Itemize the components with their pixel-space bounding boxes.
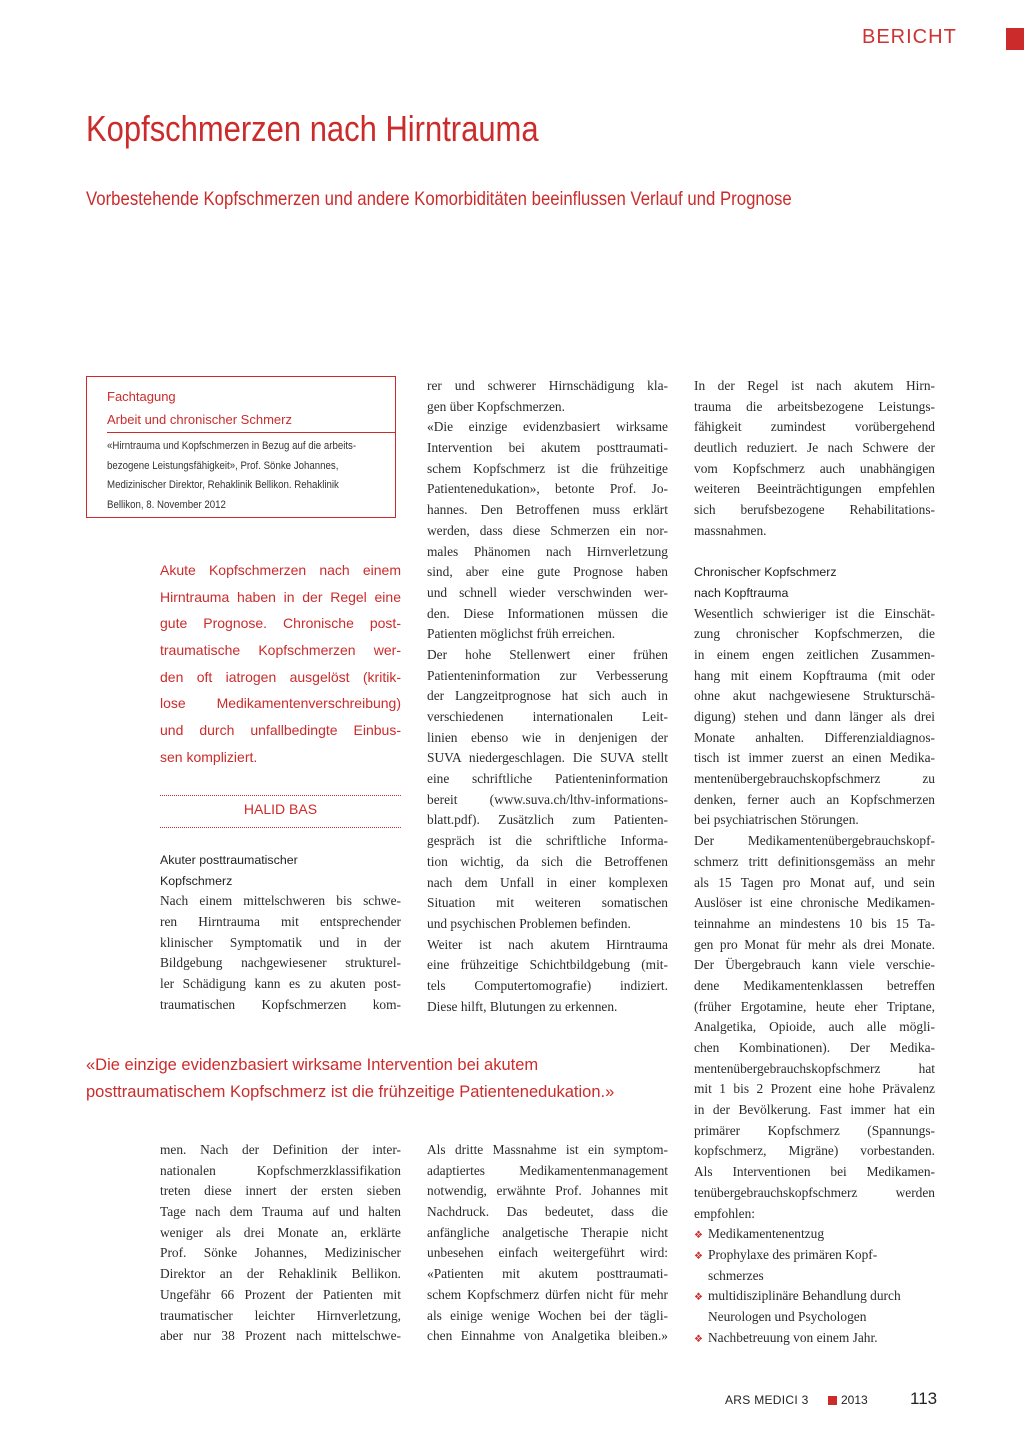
text-line: schem Kopfschmerz ist die frühzeitige — [427, 460, 668, 476]
text-line: traumatischen Kopfschmerzen kom- — [160, 996, 401, 1012]
text-line: und psychischen Problemen befinden. — [427, 915, 631, 931]
info-box-line: «Hirntrauma und Kopfschmerzen in Bezug auf die arbeits- — [107, 440, 357, 452]
lead-line: traumatische Kopfschmerzen wer- — [160, 642, 401, 659]
text-line: den. Diese Informationen müssen die — [427, 605, 668, 621]
bullet-icon: ❖ — [694, 1250, 703, 1262]
text-line: deutlich reduziert. Je nach Schwere der — [694, 440, 935, 456]
text-line: fähigkeit zumindest vorübergehend — [694, 419, 935, 435]
lead-line: Akute Kopfschmerzen nach einem — [160, 562, 401, 578]
text-line: linien ebenso wie in denjenigen der — [427, 729, 668, 745]
text-line: schem Kopfschmerz dürfen nicht für mehr — [427, 1286, 668, 1302]
text-line: chen Einnahme von Analgetika bleiben.» — [427, 1328, 668, 1344]
text-line: werden, dass diese Schmerzen ein nor- — [427, 522, 668, 538]
text-line: hang mit einem Kopftrauma (mit oder — [694, 667, 935, 683]
text-line: tenübergebrauchskopfschmerz werden — [694, 1184, 935, 1200]
text-line: mentenübergebrauchskopfschmerz hat — [694, 1060, 935, 1076]
text-line: sich berufsbezogene Rehabilitations- — [694, 502, 935, 518]
text-line: men. Nach der Definition der inter- — [160, 1142, 401, 1157]
section-heading: Chronischer Kopfschmerz — [694, 565, 837, 580]
text-line: Diese hilft, Blutungen zu erkennen. — [427, 998, 618, 1014]
bullet-icon: ❖ — [694, 1292, 703, 1304]
text-line: nationalen Kopfschmerzklassifikation — [160, 1162, 401, 1178]
text-line: in einem engen zeitlichen Zusammen- — [694, 646, 935, 662]
text-line: Auslöser ist eine chronische Medikamen- — [694, 895, 935, 911]
column-2-upper — [427, 376, 668, 1017]
text-line: eine schriftliche Patienteninformation — [427, 771, 668, 787]
text-line: gen pro Monat für mehr als drei Monate. — [694, 936, 935, 952]
text-line: primärer Kopfschmerz (Spannungs- — [694, 1122, 935, 1138]
text-line: digung) stehen und dann länger als drei — [694, 709, 935, 724]
text-line: eine frühzeitige Schichtbildgebung (mit- — [427, 957, 668, 973]
list-item — [694, 1328, 935, 1349]
text-line: Der hohe Stellenwert einer frühen — [427, 646, 668, 662]
pull-quote — [86, 1052, 726, 1106]
section-marker — [1006, 28, 1024, 50]
text-line: «Die einzige evidenzbasiert wirksame — [427, 419, 668, 435]
text-line: Nachdruck. Das bedeutet, dass die — [427, 1204, 668, 1220]
article-title: Kopfschmerzen nach Hirntrauma — [86, 108, 539, 149]
lead-line: Hirntrauma haben in der Regel eine — [160, 588, 401, 605]
section-heading: Akuter posttraumatischer — [160, 853, 298, 867]
text-line: Tage nach dem Trauma auf und halten — [160, 1204, 401, 1220]
text-line: mit 1 bis 2 Prozent eine hohe Prävalenz — [694, 1081, 935, 1097]
text-line: Nach einem mittelschweren bis schwe- — [160, 893, 401, 909]
page-number: 113 — [910, 1389, 938, 1408]
text-line: als einige wenige Wochen bei der tägli- — [427, 1307, 668, 1323]
text-line: mentenübergebrauchskopfschmerz zu — [694, 771, 935, 787]
info-box-body — [107, 437, 362, 515]
text-line: gespräch ist die schriftliche Informa- — [427, 833, 668, 849]
list-item — [694, 1286, 935, 1307]
text-line: males Phänomen nach Hirnverletzung — [427, 543, 668, 559]
bullet-icon: ❖ — [694, 1230, 703, 1242]
author-divider-bottom — [160, 827, 401, 828]
text-line: nach dem Unfall in einer komplexen — [427, 874, 668, 890]
text-line: empfohlen: — [694, 1205, 755, 1221]
list-item-text: Neurologen und Psychologen — [708, 1308, 867, 1324]
text-line: als 15 Tagen pro Monat auf, und sein — [694, 874, 935, 890]
text-line: Intervention bei akutem posttraumati- — [427, 440, 668, 456]
info-box-divider — [107, 432, 395, 433]
info-box-line: Bellikon, 8. November 2012 — [107, 498, 226, 511]
text-line: und schnell wieder verschwinden wer- — [427, 584, 668, 600]
text-line: hannes. Den Betroffenen muss erklärt — [427, 502, 668, 518]
text-line: schmerz tritt definitionsgemäss an mehr — [694, 853, 935, 869]
text-line: klinischer Symptomatik und in der — [160, 934, 401, 950]
text-line: In der Regel ist nach akutem Hirn- — [694, 378, 935, 393]
text-line: treten diese innert der ersten sieben — [160, 1183, 401, 1199]
list-item-text: schmerzes — [708, 1267, 764, 1283]
text-line: denken, ferner auch an Kopfschmerzen — [694, 791, 935, 807]
text-line: massnahmen. — [694, 522, 767, 538]
text-line: Weiter ist nach akutem Hirntrauma — [427, 936, 668, 952]
conference-info-box — [86, 376, 396, 518]
author-divider-top — [160, 795, 401, 796]
text-line: notwendig, erwähnte Prof. Johannes mit — [427, 1183, 668, 1199]
text-line: traumatischer leichter Hirnverletzung, — [160, 1307, 401, 1323]
text-line: Patienten möglichst früh erreichen. — [427, 626, 616, 642]
list-item — [694, 1224, 935, 1245]
text-line: unbesehen einfach weitergeführt wird: — [427, 1245, 668, 1261]
text-line: ohne akut nachgewiesene Strukturschä- — [694, 688, 935, 704]
text-line: Direktor an der Rehaklinik Bellikon. — [160, 1266, 401, 1282]
text-line: Bildgebung nachgewiesener strukturel- — [160, 955, 401, 971]
text-line: Situation mit weiteren somatischen — [427, 895, 668, 911]
text-line: SUVA niedergeschlagen. Die SUVA stellt — [427, 750, 668, 766]
section-heading: nach Kopftrauma — [694, 585, 789, 600]
text-line: rer und schwerer Hirnschädigung kla- — [427, 378, 668, 393]
text-line: Als dritte Massnahme ist ein symptom- — [427, 1142, 668, 1157]
text-line: sind, aber eine gute Prognose haben — [427, 564, 668, 580]
text-line: gen über Kopfschmerzen. — [427, 398, 565, 414]
list-item-continuation — [694, 1266, 935, 1287]
text-line: weniger als drei Monate an, erklärte — [160, 1224, 401, 1240]
text-line: tels Computertomografie) indiziert. — [427, 977, 668, 993]
text-line: adaptiertes Medikamentenmanagement — [427, 1162, 668, 1178]
text-line: Analgetika, Opioide, auch alle mögli- — [694, 1019, 935, 1035]
lead-line: und durch unfallbedingte Einbus- — [160, 722, 401, 739]
bullet-icon: ❖ — [694, 1333, 703, 1345]
column-1-upper — [160, 850, 401, 1016]
text-line: Als Interventionen bei Medikamen- — [694, 1164, 935, 1180]
text-line: verschiedenen internationalen Leit- — [427, 709, 668, 724]
text-line: trauma die arbeitsbezogene Leistungs- — [694, 398, 935, 414]
column-2-lower — [427, 1140, 668, 1347]
text-line: aber nur 38 Prozent nach mittelschwe- — [160, 1328, 401, 1344]
lead-line: den oft iatrogen ausgelöst (kritik- — [160, 668, 401, 685]
column-1-lower — [160, 1140, 401, 1347]
text-line: Monate anhalten. Differenzialdiagnos- — [694, 729, 935, 745]
text-line: bereit (www.suva.ch/lthv-informations- — [427, 791, 668, 807]
list-item-text: Nachbetreuung von einem Jahr. — [708, 1329, 878, 1345]
text-line: in der Bevölkerung. Fast immer hat ein — [694, 1102, 935, 1118]
text-line: tion wichtig, da sich die Betroffenen — [427, 853, 668, 869]
text-line: Prof. Sönke Johannes, Medizinischer — [160, 1245, 401, 1261]
article-subtitle: Vorbestehende Kopfschmerzen und andere Komorbiditäten beeinflussen Verlauf und Prognose — [86, 188, 792, 210]
text-line: der Langzeitprognose hat sich auch in — [427, 688, 668, 704]
text-line: Der Übergebrauch kann viele verschie- — [694, 957, 935, 973]
author-name: HALID BAS — [243, 801, 318, 817]
footer-marker — [828, 1396, 837, 1405]
lead-line: sen kompliziert. — [160, 748, 258, 765]
text-line: anfängliche analgetische Therapie nicht — [427, 1224, 668, 1240]
info-box-subtitle: Arbeit und chronischer Schmerz — [107, 412, 292, 427]
journal-name: ARS MEDICI 3 — [725, 1393, 809, 1407]
lead-line: gute Prognose. Chronische post- — [160, 615, 401, 632]
list-item-continuation — [694, 1307, 935, 1328]
text-line: ren Hirntrauma mit entsprechender — [160, 914, 401, 930]
section-label: BERICHT — [862, 26, 957, 48]
text-line: chen Kombinationen). Der Medika- — [694, 1040, 935, 1055]
text-line: vom Kopfschmerz auch unabhängigen — [694, 460, 935, 476]
column-3 — [694, 376, 935, 1348]
info-box-title: Fachtagung — [107, 389, 176, 404]
text-line: Der Medikamentenübergebrauchskopf- — [694, 833, 935, 849]
text-line: weiteren Beeinträchtigungen empfehlen — [694, 481, 935, 497]
pull-quote-line: posttraumatischem Kopfschmerz ist die frühzeitige Patientenedukation.» — [86, 1083, 615, 1101]
pull-quote-line: «Die einzige evidenzbasiert wirksame Intervention bei akutem — [86, 1056, 539, 1074]
text-line: Wesentlich schwieriger ist die Einschät- — [694, 605, 935, 621]
text-line: kopfschmerz, Migräne) vorbestanden. — [694, 1143, 935, 1159]
text-line: teinnahme an mindestens 10 bis 15 Ta- — [694, 915, 935, 931]
text-line: Patienteninformation zur Verbesserung — [427, 667, 668, 683]
text-line: «Patienten mit akutem posttraumati- — [427, 1266, 668, 1282]
text-line: Ungefähr 66 Prozent der Patienten mit — [160, 1286, 401, 1302]
list-item-text: Medikamentenentzug — [708, 1226, 825, 1242]
lead-paragraph — [160, 557, 401, 771]
journal-year: 2013 — [841, 1393, 868, 1407]
text-line: (früher Ergotamine, heute eher Triptane, — [694, 998, 935, 1014]
text-line: bei psychiatrischen Störungen. — [694, 812, 859, 828]
list-item — [694, 1245, 935, 1266]
lead-line: lose Medikamentenverschreibung) — [160, 695, 401, 712]
text-line: zung chronischer Kopfschmerzen, die — [694, 626, 935, 642]
text-line: tisch ist immer zuerst an einen Medika- — [694, 750, 935, 766]
text-line: blatt.pdf). Zusätzlich zum Patienten- — [427, 812, 668, 828]
info-box-line: Medizinischer Direktor, Rehaklinik Bellikon. Rehaklinik — [107, 479, 339, 491]
section-heading: Kopfschmerz — [160, 873, 233, 888]
info-box-line: bezogene Leistungsfähigkeit», Prof. Sönke Johannes, — [107, 459, 339, 472]
list-item-text: Prophylaxe des primären Kopf- — [708, 1246, 878, 1262]
text-line: Patientenedukation», betonte Prof. Jo- — [427, 481, 668, 497]
text-line: dene Medikamentenklassen betreffen — [694, 977, 935, 993]
text-line: ler Schädigung kann es zu akuten post- — [160, 976, 401, 992]
list-item-text: multidisziplinäre Behandlung durch — [708, 1288, 901, 1304]
